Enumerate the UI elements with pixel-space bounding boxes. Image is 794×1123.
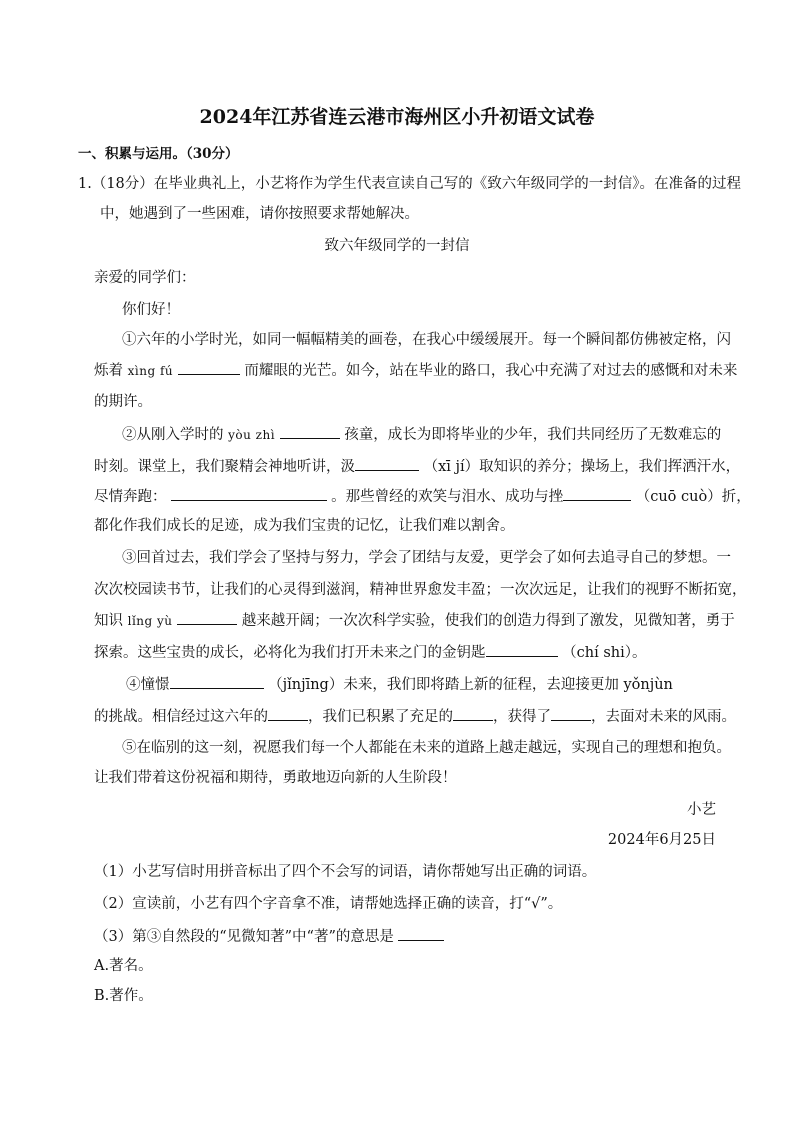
text-span: （cuō cuò）折， bbox=[635, 489, 751, 505]
paragraph-3-line: ③回首过去，我们学会了坚持与努力，学会了团结与友爱，更学会了如何去追寻自己的梦想。一 bbox=[122, 550, 731, 566]
pinyin-prompt: xìng fú bbox=[127, 364, 174, 378]
paragraph-2-line: 都化作我们成长的足迹，成为我们宝贵的记忆，让我们难以割舍。 bbox=[94, 518, 515, 534]
option-b[interactable]: B.著作。 bbox=[94, 988, 153, 1004]
answer-blank[interactable] bbox=[486, 642, 558, 657]
paragraph-3-line bbox=[94, 642, 646, 663]
paragraph-5-line: 让我们带着这份祝福和期待，勇敢地迈向新的人生阶段！ bbox=[94, 770, 457, 786]
option-a[interactable]: A.著名。 bbox=[94, 958, 153, 974]
text-span: 尽情奔跑： bbox=[94, 489, 167, 505]
paragraph-2-line bbox=[122, 424, 721, 445]
answer-blank[interactable] bbox=[398, 926, 444, 941]
answer-blank[interactable] bbox=[170, 674, 264, 689]
question-line: 中，她遇到了一些困难，请你按照要求帮她解决。 bbox=[100, 206, 419, 222]
subquestion-2: （2）宣读前，小艺有四个字音拿不准，请帮她选择正确的读音，打“√”。 bbox=[94, 896, 563, 912]
text-span: 知识 bbox=[94, 613, 128, 629]
letter-signature: 小艺 bbox=[687, 802, 716, 818]
text-span: 的挑战。相信经过这六年的 bbox=[94, 709, 268, 725]
answer-blank[interactable] bbox=[563, 486, 631, 501]
paragraph-4-line bbox=[126, 674, 673, 695]
letter-salutation: 亲爱的同学们： bbox=[94, 270, 196, 286]
paragraph-3-line bbox=[94, 610, 735, 631]
text-span: ，获得了 bbox=[493, 709, 551, 725]
answer-blank[interactable] bbox=[355, 456, 419, 471]
letter-date: 2024年6月25日 bbox=[607, 832, 716, 848]
text-span: 。那些曾经的欢笑与泪水、成功与挫 bbox=[331, 489, 564, 505]
subquestion-1: （1）小艺写信时用拼音标出了四个不会写的词语，请你帮她写出正确的词语。 bbox=[94, 864, 597, 880]
letter-greeting: 你们好！ bbox=[122, 302, 180, 318]
paragraph-2-line bbox=[94, 456, 740, 477]
question-line: 1.（18分）在毕业典礼上，小艺将作为学生代表宣读自己写的《致六年级同学的一封信》。在准备的过程 bbox=[78, 176, 742, 192]
section-heading: 一、积累与运用。（30分） bbox=[78, 146, 239, 162]
text-span: ②从刚入学时的 bbox=[122, 427, 229, 443]
paragraph-3-line: 次次校园读书节，让我们的心灵得到滋润，精神世界愈发丰盈；一次次远足，让我们的视野不断拓宽， bbox=[94, 582, 747, 598]
paragraph-2-line bbox=[94, 486, 751, 507]
answer-blank[interactable] bbox=[551, 706, 591, 721]
text-span: 孩童，成长为即将毕业的少年，我们共同经历了无数难忘的 bbox=[339, 427, 722, 443]
letter-heading: 致六年级同学的一封信 bbox=[324, 238, 470, 254]
paragraph-4-line bbox=[94, 706, 736, 727]
answer-blank[interactable] bbox=[177, 610, 237, 625]
paragraph-5-line: ⑤在临别的这一刻，祝愿我们每一个人都能在未来的道路上越走越远，实现自己的理想和抱负。 bbox=[122, 740, 731, 756]
text-span: ④憧憬 bbox=[126, 677, 170, 693]
text-span: ，我们已积累了充足的 bbox=[308, 709, 453, 725]
paragraph-1-line: 的期许。 bbox=[94, 394, 152, 410]
answer-blank[interactable] bbox=[453, 706, 493, 721]
text-span: 越来越开阔；一次次科学实验，使我们的创造力得到了激发，见微知著，勇于 bbox=[237, 613, 735, 629]
text-span: 烁着 bbox=[94, 363, 128, 379]
paragraph-1-line bbox=[94, 360, 737, 381]
text-span: ，去面对未来的风雨。 bbox=[591, 709, 736, 725]
answer-blank[interactable] bbox=[178, 360, 240, 375]
text-span: （jǐnjīng）未来，我们即将踏上新的征程，去迎接更加 yǒnjùn bbox=[268, 677, 673, 693]
pinyin-prompt: lǐng yù bbox=[127, 614, 173, 628]
subquestion-3 bbox=[94, 926, 444, 947]
text-span: 探索。这些宝贵的成长，必将化为我们打开未来之门的金钥匙 bbox=[94, 645, 486, 661]
paragraph-1-line: ①六年的小学时光，如同一幅幅精美的画卷，在我心中缓缓展开。每一个瞬间都仿佛被定格，闪 bbox=[122, 332, 731, 348]
pinyin-prompt: yòu zhì bbox=[228, 428, 276, 442]
answer-blank[interactable] bbox=[268, 706, 308, 721]
page-title: 2024年江苏省连云港市海州区小升初语文试卷 bbox=[199, 106, 595, 128]
answer-blank[interactable] bbox=[171, 486, 327, 501]
text-span: （3）第③自然段的“见微知著”中“著”的意思是 bbox=[94, 929, 399, 945]
text-span: （chí shi）。 bbox=[562, 645, 647, 661]
text-span: （xī jí）取知识的养分；操场上，我们挥洒汗水， bbox=[423, 459, 741, 475]
answer-blank[interactable] bbox=[280, 424, 340, 439]
text-span: 而耀眼的光芒。如今，站在毕业的路口，我心中充满了对过去的感慨和对未来 bbox=[239, 363, 738, 379]
text-span: 时刻。课堂上，我们聚精会神地听讲，汲 bbox=[94, 459, 355, 475]
